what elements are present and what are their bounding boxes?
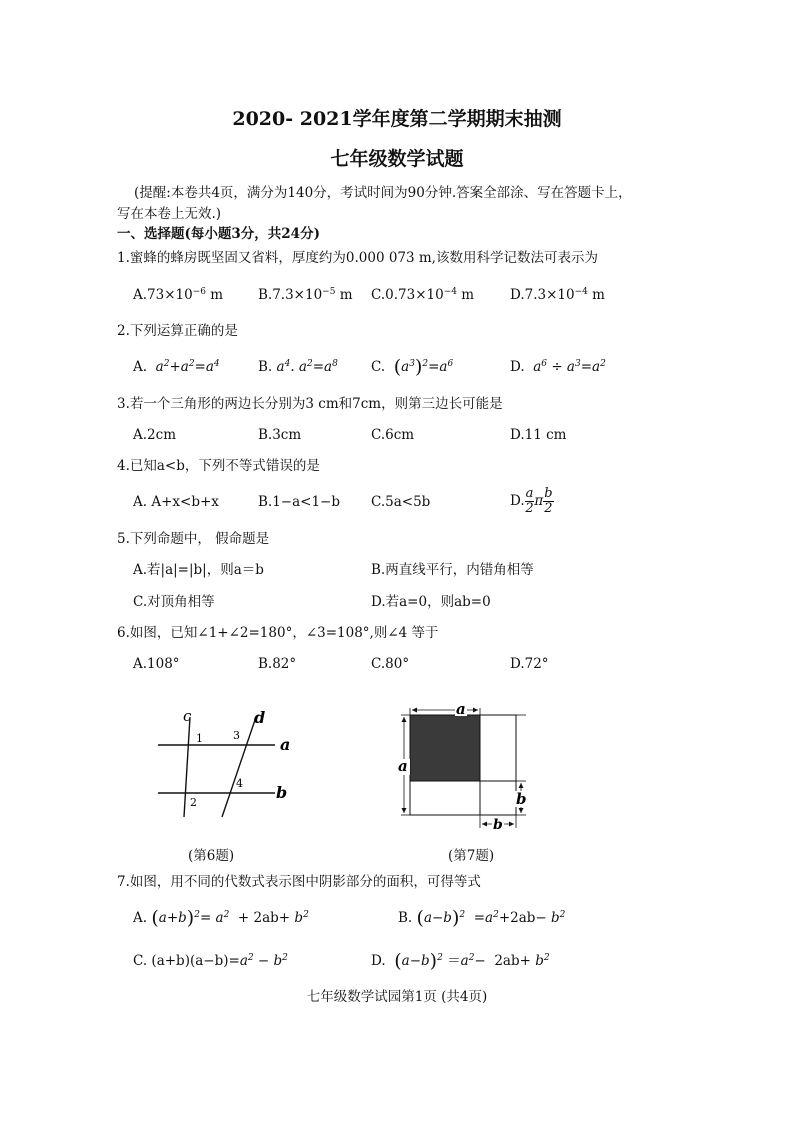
section-heading: 一、选择题(每小题3分，共24分) bbox=[117, 226, 320, 242]
q2-stem: 2.下列运算正确的是 bbox=[117, 323, 238, 339]
q5-option-c: C.对顶角相等 bbox=[133, 594, 215, 610]
q6-option-d: D.72° bbox=[510, 656, 549, 672]
figure-6-caption: (第6题) bbox=[188, 848, 235, 864]
fig6-angle-4: 4 bbox=[236, 777, 243, 790]
fig7-label-bottom-b: b bbox=[493, 817, 503, 833]
q1-option-a: $A.73\times 10^{-6}$ m bbox=[133, 287, 224, 303]
q2-option-c: C. $(a^3)^2=a^6$ bbox=[371, 356, 454, 378]
exam-note-line-1: (提醒:本卷共4页，满分为140分，考试时间为90分钟.答案全部涂、写在答题卡上， bbox=[134, 185, 632, 201]
q3-option-a: A.2cm bbox=[133, 427, 176, 443]
q7-stem: 7.如图，用不同的代数式表示图中阴影部分的面积，可得等式 bbox=[117, 874, 481, 890]
fig6-label-c: c bbox=[183, 707, 192, 725]
q5-option-a: A.若|a|=|b|，则a＝b bbox=[133, 562, 264, 578]
fig6-label-a: a bbox=[280, 735, 291, 754]
q1-option-d: $D.7.3\times 10^{-4}$ m bbox=[510, 287, 605, 303]
exam-subtitle: 七年级数学试题 bbox=[330, 148, 464, 170]
q7-option-b: B. $(a-b)^2 =a^2+2ab- b^2$ bbox=[398, 907, 566, 929]
q2-option-d: D. $a^6 \div a^3=a^2$ bbox=[510, 359, 606, 375]
q3-option-d: D.11 cm bbox=[510, 427, 567, 443]
q3-option-b: B.3cm bbox=[258, 427, 302, 443]
figure-7-square-diagram bbox=[392, 700, 532, 835]
fig6-label-b: b bbox=[276, 783, 288, 802]
q1-option-b: $B.7.3\times 10^{-5}$ m bbox=[258, 287, 353, 303]
q3-option-c: C.6cm bbox=[371, 427, 415, 443]
q7-option-a: A. $(a+b)^2= a^2 + 2ab+ b^2$ bbox=[133, 907, 309, 929]
q2-option-a: A. $a^2+a^2=a^4$ bbox=[133, 359, 220, 375]
q4-option-c: C.5a<5b bbox=[371, 494, 431, 510]
exam-note-line-2: 写在本卷上无效.) bbox=[117, 206, 222, 222]
q6-stem: 6.如图，已知∠1+∠2=180°，∠3=108°,则∠4 等于 bbox=[117, 625, 439, 641]
q6-option-a: A.108° bbox=[133, 656, 180, 672]
exam-title: 2020- 2021学年度第二学期期末抽测 bbox=[232, 108, 562, 130]
q5-option-d: D.若a=0，则ab=0 bbox=[371, 594, 491, 610]
q6-option-c: C.80° bbox=[371, 656, 410, 672]
fig6-label-d: d bbox=[254, 708, 266, 727]
q5-stem: 5.下列命题中， 假命题是 bbox=[117, 531, 270, 547]
fig6-angle-1: 1 bbox=[196, 732, 203, 745]
q6-option-b: B.82° bbox=[258, 656, 297, 672]
q4-option-d: D. $\frac{a}{2}$ π $\frac{b}{2}$ bbox=[510, 486, 553, 516]
q1-option-c: $C.0.73\times 10^{-4}$ m bbox=[371, 287, 475, 303]
figure-7-caption: (第7题) bbox=[448, 848, 495, 864]
fig6-angle-2: 2 bbox=[190, 796, 197, 809]
q4-stem: 4.已知a<b，下列不等式错误的是 bbox=[117, 458, 320, 474]
fig7-label-left-a: a bbox=[398, 757, 408, 775]
q7-option-c: C. $(a+b)(a-b)=a^2 - b^2$ bbox=[133, 953, 288, 969]
q1-stem: 1.蜜蜂的蜂房既坚固又省料，厚度约为0.000 073 m,该数用科学记数法可表示为 bbox=[117, 250, 598, 266]
fig7-label-top-a: a bbox=[456, 700, 466, 718]
q4-option-a: A. A+x<b+x bbox=[133, 494, 219, 510]
fig6-angle-3: 3 bbox=[233, 729, 240, 742]
q7-option-d: D. $(a-b)^2 =a^2- 2ab+ b^2$ bbox=[371, 950, 550, 972]
page-footer: 七年级数学试园第1页 (共4页) bbox=[306, 989, 488, 1005]
fig7-label-right-b: b bbox=[516, 790, 527, 808]
q2-option-b: B. $a^4$. $a^2=a^8$ bbox=[258, 359, 338, 375]
q4-option-b: B.1−a<1−b bbox=[258, 494, 341, 510]
q5-option-b: B.两直线平行，内错角相等 bbox=[371, 562, 534, 578]
figure-6-parallel-lines bbox=[150, 705, 300, 835]
q3-stem: 3.若一个三角形的两边长分别为3 cm和7cm，则第三边长可能是 bbox=[117, 396, 503, 412]
